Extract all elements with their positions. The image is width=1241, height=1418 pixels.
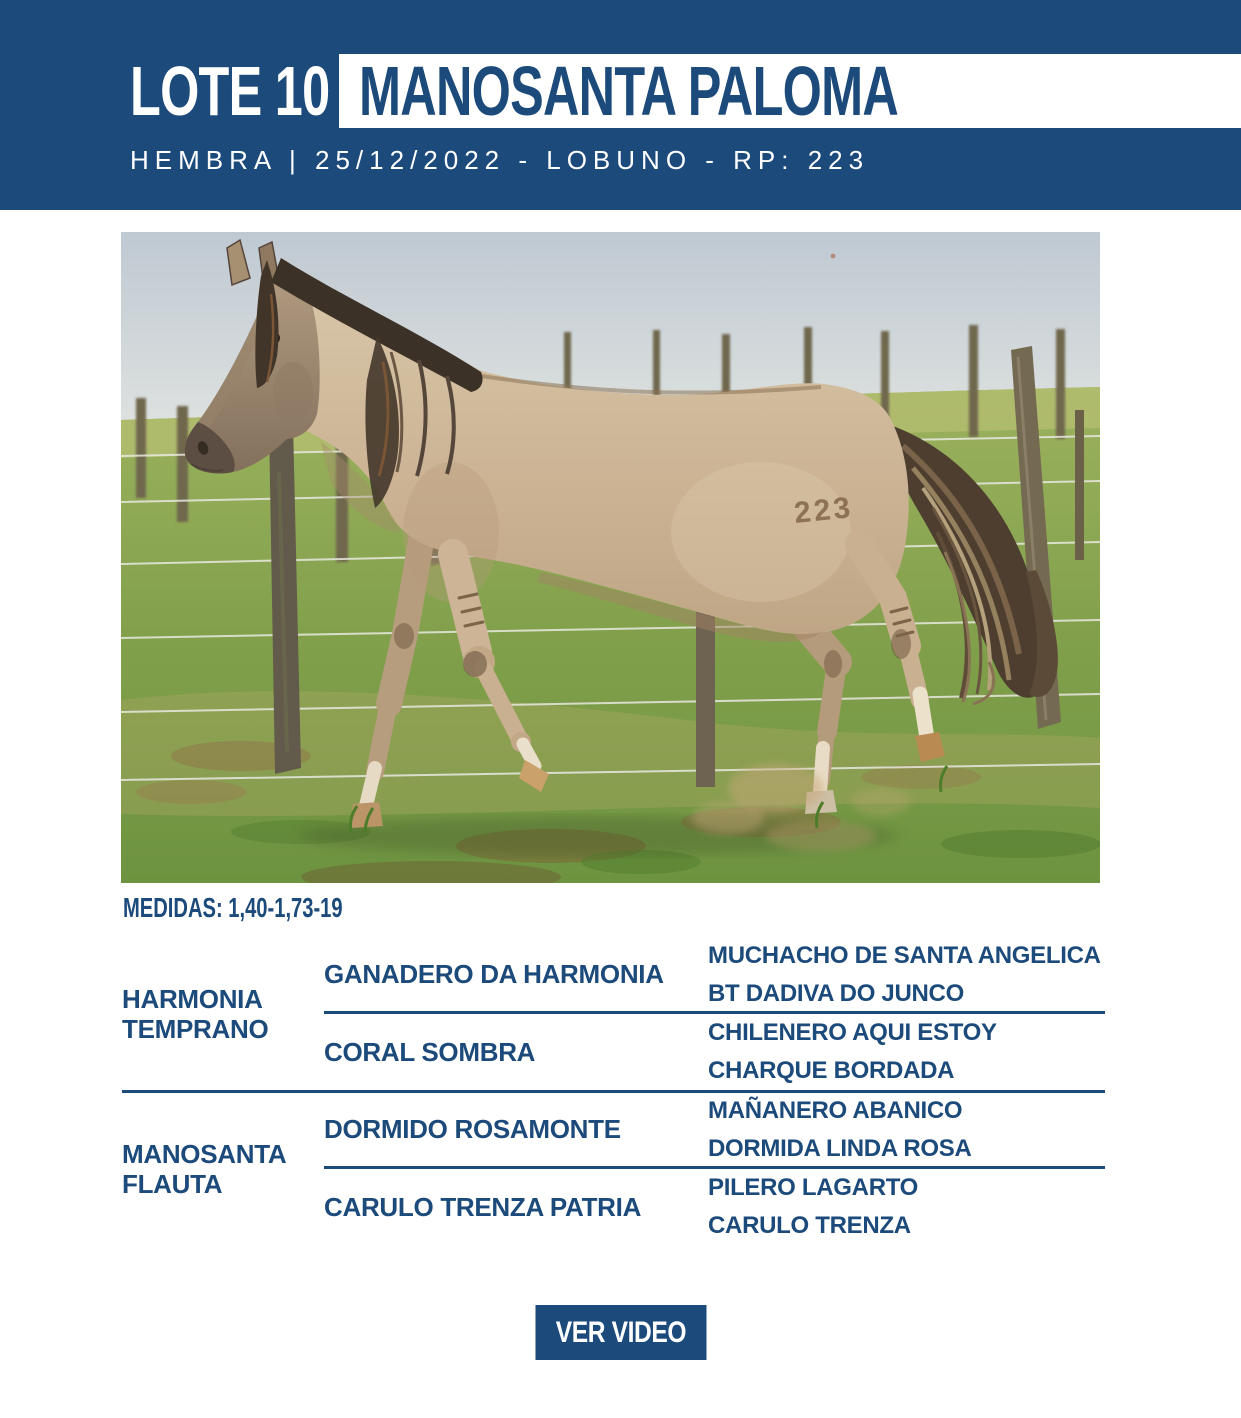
great-grandparent-sire: MAÑANERO ABANICO bbox=[708, 1096, 963, 1124]
measures-label bbox=[123, 891, 428, 925]
lot-subtitle: HEMBRA | 25/12/2022 - LOBUNO - RP: 223 bbox=[130, 145, 870, 175]
watch-video-label: VER VIDEO bbox=[555, 1315, 686, 1349]
great-grandparent-dam: DORMIDA LINDA ROSA bbox=[708, 1134, 972, 1162]
lot-header bbox=[0, 0, 1241, 210]
brand-number: 223 bbox=[792, 491, 855, 531]
great-grandparent-dam: CHARQUE BORDADA bbox=[708, 1057, 955, 1084]
measures-text: MEDIDAS: 1,40-1,73-19 bbox=[123, 892, 343, 923]
parent-name: HARMONIA TEMPRANO bbox=[122, 984, 269, 1044]
parent-name: MANOSANTA FLAUTA bbox=[122, 1139, 286, 1199]
grandparent-name: CARULO TRENZA PATRIA bbox=[324, 1191, 642, 1222]
page-title-text: MANOSANTA PALOMA bbox=[359, 52, 899, 130]
pedigree-row bbox=[324, 1014, 1105, 1090]
pedigree-table bbox=[122, 938, 1105, 1245]
horse-photo-art bbox=[121, 232, 1100, 883]
pedigree-row bbox=[324, 1093, 1105, 1169]
page-title bbox=[359, 54, 1108, 128]
great-grandparent-dam: BT DADIVA DO JUNCO bbox=[708, 979, 964, 1007]
horse-photo bbox=[121, 232, 1100, 883]
watch-video-button[interactable] bbox=[535, 1305, 706, 1360]
pedigree-row bbox=[324, 1169, 1105, 1245]
lot-number-text: LOTE 10 bbox=[130, 52, 330, 130]
grandparent-name: CORAL SOMBRA bbox=[324, 1036, 536, 1067]
pedigree-group-sire bbox=[122, 938, 1105, 1093]
great-grandparent-dam: CARULO TRENZA bbox=[708, 1212, 911, 1239]
pedigree-row bbox=[324, 938, 1105, 1014]
great-grandparent-sire: CHILENERO AQUI ESTOY bbox=[708, 1019, 997, 1046]
grandparent-name: GANADERO DA HARMONIA bbox=[324, 959, 664, 989]
great-grandparent-sire: PILERO LAGARTO bbox=[708, 1174, 919, 1201]
pedigree-group-dam bbox=[122, 1093, 1105, 1245]
grandparent-name: DORMIDO ROSAMONTE bbox=[324, 1114, 621, 1144]
great-grandparent-sire: MUCHACHO DE SANTA ANGELICA bbox=[708, 941, 1101, 969]
